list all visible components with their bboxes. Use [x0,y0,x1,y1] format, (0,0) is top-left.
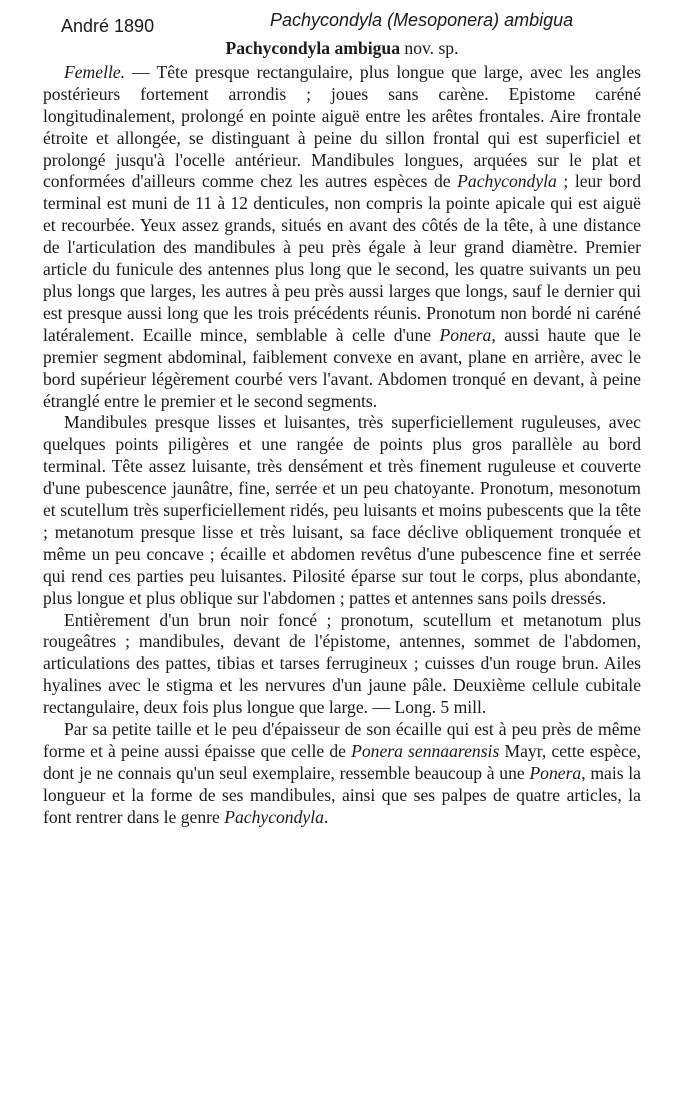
text-run: , mais la longueur et la forme de ses mandibules, ainsi que ses palpes de quatre articles, la font rentrer dans le genre [43,762,641,827]
sex-label: Femelle. [64,61,126,82]
remarks-paragraph [43,719,641,829]
text-run: , aussi haute que le premier segment abdominal, faiblement convexe en avant, plane en arrière, avec le bord supérieur légèrement courbé vers l'avant. Abdomen tronqué en devant, à peine étranglé entre le premier et le second segments. [43,324,641,411]
text-run: Par sa petite taille et le peu d'épaisseur de son écaille qui est à peu près de même forme et à peine aussi épaisse que celle de [43,719,641,761]
genus-name: Pachycondyla [457,171,557,192]
species-reference: Ponera sennaarensis [351,741,500,761]
text-run: — Tête presque rectangulaire, plus longue que large, avec les angles postérieurs fortement arrondis ; joues sans carène. Epistome caréné longitudinalement, prolongé en pointe aiguë entre les arêtes frontales. Aire frontale étroite et allongée, se distinguant à peine du sillon frontal qui est superficiel et prolongé jusqu'à l'ocelle antérieur. Mandibules longues, arquées sur le plat et conformées d'ailleurs comme chez les autres espèces de [43,61,641,192]
document-body [43,38,641,829]
text-run: . [323,806,329,827]
text-run: ; leur bord terminal est muni de 11 à 12 denticules, non compris la pointe apicale qui est aiguë et recourbée. Yeux assez grands, situés en avant des côtés de la tête, à une distance de l'articulation des mandibules à peu près égale à leur grand diamètre. Premier article du funicule des antennes plus long que le second, les quatre suivants un peu plus longs que larges, les autres à peu près aussi larges que longs, sauf le dernier qui est presque aussi long que les trois précédents réunis. Pronotum non bordé ni caréné latéralement. Ecaille mince, semblable à celle d'une [43,171,641,345]
taxon-header: Pachycondyla (Mesoponera) ambigua [270,10,574,30]
coloration-paragraph: Entièrement d'un brun noir foncé ; pronotum, scutellum et metanotum plus rougeâtres ; mandibules, devant de l'épistome, antennes, sommet de l'abdomen, articulations des pattes, tibias et tarses ferrugineux ; cuisses d'un rouge brun. Ailes hyalines avec le stigma et les nervures d'un jaune pâle. Deuxième cellule cubitale rectangulaire, deux fois plus longue que large. — Long. 5 mill. [43,609,641,718]
page-header [0,6,689,36]
species-title [43,38,641,60]
genus-name: Ponera [529,762,582,783]
species-status: nov. sp. [404,38,459,58]
genus-name: Ponera [439,324,492,345]
species-name: Pachycondyla ambigua [225,38,400,58]
description-female [43,62,641,413]
text-run: Mayr, cette espèce, dont je ne connais qu'un seul exemplaire, ressemble beaucoup à une [43,741,642,783]
author-year: André 1890 [61,16,155,36]
genus-name: Pachycondyla [224,806,324,827]
sculpture-paragraph: Mandibules presque lisses et luisantes, très superficiellement ruguleuses, avec quelques points piligères et une rangée de points plus gros parallèle au bord terminal. Tête assez luisante, très densément et très finement ruguleuse et couverte d'une pubescence jaunâtre, fine, serrée et un peu chatoyante. Pronotum, mesonotum et scutellum très superficiellement ridés, peu luisants et moins pubescents que la tête ; metanotum presque lisse et très luisant, sa face déclive obliquement tronquée et même un peu concave ; écaille et abdomen revêtus d'une pubescence fine et serrée qui rend ces parties peu luisantes. Pilosité éparse sur tout le corps, plus abondante, plus longue et plus oblique sur l'abdomen ; pattes et antennes sans poils dressés. [43,412,641,608]
